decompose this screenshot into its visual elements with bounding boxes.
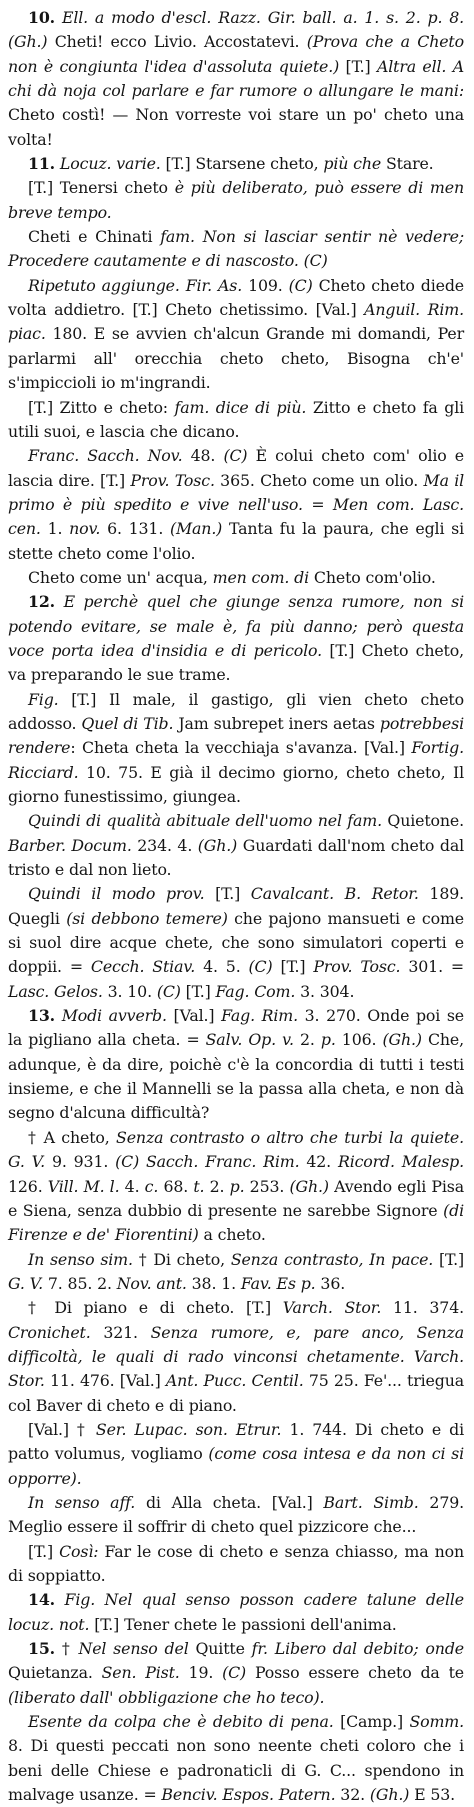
text-run: 2. (204, 1176, 230, 1196)
text-run: 36. (315, 1273, 346, 1293)
text-run: (C) (222, 1663, 247, 1683)
text-run: 6. 131. (100, 519, 170, 539)
text-run: 19. (179, 1663, 223, 1683)
text-run: Men com. Lasc. cen. (8, 494, 464, 539)
text-run: fam. Non si lasciar sentir nè vedere; Procedere cautamente e di nascosto. (C) (8, 227, 465, 271)
text-run: 106. (335, 1030, 383, 1050)
text-run: Franc. Sacch. Nov. (28, 446, 183, 466)
text-run: [T.] (272, 957, 314, 977)
text-run: è più deliberato, può essere di men breve tempo. (8, 178, 464, 222)
sense-number: 10. (28, 8, 56, 27)
text-run: : Cheta cheta la vecchiaja s'avanza. [Val.] (70, 738, 412, 758)
text-run: Stare. (381, 154, 434, 174)
text-run: 279. Meglio essere il soffrir di cheto quel pizzicore che... (8, 1492, 464, 1537)
text-run: Nov. ant. (116, 1273, 187, 1293)
text-run: t. (193, 1176, 205, 1196)
text-run: In senso sim. (28, 1249, 133, 1269)
text-run: (Gh.) (369, 1785, 410, 1805)
text-run: Ant. Pucc. Centil. (165, 1371, 304, 1391)
text-run: [T.] Tener chete le passioni dell'anima. (89, 1614, 397, 1634)
text-run: (C) Sacch. Franc. Rim. (115, 1152, 300, 1172)
text-run: Ricord. Malesp. (337, 1152, 464, 1172)
text-run: 365. Cheto come un olio. (214, 470, 424, 490)
text-run: [T.] Tenersi cheto (28, 178, 175, 198)
text-run: Tanta fu la paura, che egli si stette cheto come l'olio. (8, 519, 465, 563)
entry-paragraph (8, 176, 464, 225)
text-run: Varch. Stor. (282, 1298, 382, 1318)
text-run: In senso aff. (28, 1492, 136, 1512)
entry-paragraph (8, 590, 464, 687)
text-run: Nel senso del (78, 1639, 189, 1659)
text-run: 3. 10. (102, 981, 157, 1001)
text-run: E 53. (409, 1785, 456, 1805)
sense-number: 12. (28, 592, 56, 612)
entry-paragraph (8, 225, 464, 274)
text-run: 11. 476. [Val.] (44, 1371, 166, 1391)
sense-number: 14. (28, 1590, 56, 1610)
sense-number: 11. (28, 154, 56, 174)
text-run: [Val.] † (28, 1419, 96, 1439)
text-run: Fav. Es p. (240, 1273, 316, 1293)
text-run: Quindi di qualità abituale dell'uomo nel fam. (28, 811, 382, 831)
text-run: Salv. Op. v. (205, 1030, 294, 1050)
text-run: Cheto come un' acqua, (28, 567, 213, 587)
text-run: 234. 4. (131, 835, 198, 855)
text-run: a cheto. (198, 1225, 266, 1245)
text-run: (Gh.) (382, 1030, 422, 1050)
text-run: (Gh.) (197, 835, 238, 855)
text-run: 32. (335, 1785, 370, 1805)
entry-paragraph (8, 1248, 464, 1297)
text-run: Così: (59, 1541, 99, 1561)
text-run: Senza contrasto o altro che turbi la quiete. G. V. (8, 1127, 464, 1172)
text-run: = (302, 494, 333, 514)
text-run: 38. 1. (186, 1273, 241, 1293)
text-run: 75 25. Fe'... triegua col Baver di cheto e di piano. (8, 1371, 464, 1415)
text-run: Ser. Lupac. son. Etrur. (95, 1419, 282, 1439)
text-run: Cheto com'olio. (309, 567, 436, 587)
text-run: † Di piano e di cheto. [T.] (28, 1298, 283, 1318)
text-run: † (55, 1639, 79, 1659)
text-run: Senza contrasto, In pace. (230, 1249, 434, 1269)
text-run: 301. = (400, 957, 464, 977)
text-run: di Alla cheta. [Val.] (135, 1492, 324, 1512)
text-run: Cheto cheto diede volta addietro. [T.] Cheto chetissimo. [Val.] (8, 275, 464, 320)
entry-paragraph (8, 566, 464, 590)
sense-number: 13. (28, 1006, 56, 1026)
text-run: Prov. Tosc. (313, 957, 401, 977)
text-run: Cecch. Stiav. (90, 957, 196, 977)
text-run: Benciv. Espos. Patern. (161, 1785, 336, 1805)
text-run: (Man.) (169, 519, 223, 539)
text-run: Posso essere cheto da te (246, 1663, 464, 1683)
text-run: Ell. a modo d'escl. Razz. Gir. ball. a. 1. s. 2. p. 8. (Gh.) (8, 8, 464, 52)
text-run: [T.] Zitto e cheto: (28, 397, 175, 417)
text-run: 180. E se avvien ch'alcun Grande mi domandi, Per parlarmi all' orecchia cheto cheto, Bisogna ch'e' s'impiccioli io m'ingrandi. (8, 324, 464, 393)
text-run: 8. Di questi peccati non sono neente cheti coloro che i beni delle Chiese e padronaticli di G. C... spendono in malvage usanze. = (8, 1736, 464, 1805)
text-run: 253. (244, 1176, 290, 1196)
text-run: Anguil. Rim. piac. (8, 300, 464, 344)
text-run: Modi avverb. (55, 1006, 167, 1026)
entry-paragraph (8, 6, 464, 152)
text-run: [T.] (180, 981, 216, 1001)
text-run: Prov. Tosc. (130, 470, 215, 490)
text-run: (C) (288, 275, 313, 295)
entry-paragraph (8, 1710, 464, 1807)
text-run: 109. (242, 275, 289, 295)
text-run: Quietanza. (8, 1663, 102, 1683)
text-run: Esente da colpa che è debito di pena. (28, 1712, 334, 1732)
entry-paragraph (8, 1540, 464, 1589)
text-run: † A cheto, (28, 1127, 117, 1147)
text-run: Ripetuto aggiunge. Fir. As. (28, 275, 243, 295)
text-run: Fig. (28, 689, 59, 709)
entry-paragraph (8, 809, 464, 882)
text-run: Lasc. Gelos. (8, 981, 103, 1001)
text-run: 4. (119, 1176, 145, 1196)
text-run: 3. 304. (295, 981, 355, 1001)
text-run: Sen. Pist. (101, 1663, 180, 1683)
text-run: fam. dice di più. (174, 397, 307, 417)
text-run: 321. (90, 1322, 151, 1342)
text-run: [T.] Il male, il gastigo, gli vien cheto cheto addosso. (8, 689, 464, 733)
text-run: Cheti e Chinati (28, 227, 161, 247)
text-run: Quindi il modo prov. (28, 884, 205, 904)
text-run: 42. (299, 1152, 338, 1172)
text-run: 2. (293, 1030, 321, 1050)
text-run: (di Firenze e de' Fiorentini) (8, 1200, 464, 1245)
text-run: 68. (158, 1176, 194, 1196)
entry-paragraph (8, 152, 464, 176)
text-run: 1. 744. Di cheto e di patto volumus, vogliamo (8, 1419, 464, 1464)
text-run: Fig. Nel qual senso posson cadere talune delle locuz. not. (8, 1590, 464, 1634)
entry-paragraph (8, 274, 464, 396)
text-run: 7. 85. 2. (43, 1273, 117, 1293)
text-run: Quitte (188, 1639, 252, 1659)
text-run: [Camp.] (333, 1712, 410, 1732)
text-run: Che, adunque, è da dire, poichè c'è la concordia di tutti i testi insieme, e che il Mannelli se la passa alla cheta, e non dà segno d'alcuna difficultà? (8, 1030, 465, 1123)
text-run: Avendo egli Pisa e Siena, senza dubbio di presente ne sarebbe Signore (8, 1176, 465, 1220)
text-run: [T.] (204, 884, 251, 904)
text-run: Bart. Simb. (323, 1492, 419, 1512)
text-run: † Di cheto, (132, 1249, 231, 1269)
text-run: Locuz. varie. (55, 154, 161, 174)
text-run: (C) (156, 981, 181, 1001)
entry-paragraph (8, 1418, 464, 1491)
entry-paragraph (8, 444, 464, 566)
entry-paragraph (8, 396, 464, 445)
text-run: [T.] (28, 1541, 60, 1561)
text-run: G. V. (8, 1273, 44, 1293)
text-run: men com. di (212, 567, 310, 587)
text-run: nov. (69, 519, 101, 539)
text-run: 9. 931. (45, 1152, 116, 1172)
text-run: Far le cose di cheto e senza chiasso, ma non di soppiatto. (8, 1541, 464, 1585)
text-run: 10. 75. E già il decimo giorno, cheto cheto, Il giorno funestissimo, giungea. (8, 762, 464, 806)
text-run: 126. (8, 1176, 48, 1196)
text-run: Cheto costì! — Non vorreste voi stare un po' cheto una volta! (8, 105, 464, 149)
text-run: Quietone. (381, 811, 464, 831)
text-run: Cheti! ecco Livio. Accostatevi. (47, 32, 307, 52)
text-run: p. (229, 1176, 245, 1196)
text-run: [Val.] (166, 1006, 222, 1026)
entry-paragraph (8, 688, 464, 810)
text-run: Zitto e cheto fa gli utili suoi, e lascia che dicano. (8, 397, 465, 441)
text-run: Ma il primo è più spedito e vive nell'uso. (8, 470, 465, 514)
text-run: [T.] Cheto cheto, va preparando le sue trame. (8, 640, 464, 685)
text-run: c. (144, 1176, 159, 1196)
text-run: Somm. (409, 1712, 464, 1732)
text-run: 1. (40, 519, 70, 539)
text-run: 189. Quegli (8, 884, 464, 928)
text-run: (C) (248, 957, 273, 977)
text-run: Fag. Com. (215, 981, 296, 1001)
text-run: [T.] (433, 1249, 464, 1269)
text-run: (C) (223, 446, 248, 466)
text-run: più che (323, 154, 382, 174)
text-run: E perchè quel che giunge senza rumore, non si potendo evitare, se male è, fa più danno; però questa voce porta idea d'insidia e di pericolo. (8, 592, 464, 660)
text-run: [T.] Starsene cheto, (160, 154, 324, 174)
entry-paragraph (8, 1004, 464, 1126)
text-run: fr. Libero dal debito; onde (251, 1639, 464, 1659)
text-run: Guardati dall'nom cheto dal tristo e dal non lieto. (8, 835, 464, 880)
text-run: Fag. Rim. (221, 1006, 298, 1026)
text-run: [T.] (339, 56, 377, 76)
text-run: Altra ell. A chi dà noja col parlare e far rumore o allungare le mani: (8, 56, 464, 101)
text-run: Fortig. Ricciard. (8, 738, 464, 782)
entry-paragraph (8, 1637, 464, 1710)
text-run: Vill. M. l. (47, 1176, 120, 1196)
text-run: Cavalcant. B. Retor. (250, 884, 419, 904)
text-run: p. (320, 1030, 336, 1050)
entry-paragraph (8, 1491, 464, 1540)
text-run: 4. 5. (195, 957, 249, 977)
text-run: che pajono mansueti e come si suol dire acque chete, che sono simulatori coperti e doppii. = (8, 908, 465, 977)
text-run: (Gh.) (289, 1176, 329, 1196)
text-run: (si debbono temere) (66, 908, 228, 928)
text-run: (liberato dall' obbligazione che ho teco). (8, 1687, 325, 1707)
entry-paragraph (8, 1296, 464, 1418)
text-run: 48. (182, 446, 224, 466)
text-run: (come cosa intesa e da non ci si opporre). (8, 1444, 465, 1488)
text-run: Barber. Docum. (8, 835, 132, 855)
entry-paragraph (8, 1588, 464, 1637)
entry-paragraph (8, 1126, 464, 1248)
text-run: 3. 270. Onde poi se la pigliano alla cheta. = (8, 1006, 465, 1050)
entry-paragraph (8, 882, 464, 1004)
text-run: Jam subrepet iners aetas (173, 713, 380, 733)
text-run: È colui cheto com' olio e lascia dire. [T.] (8, 446, 464, 490)
text-run: Senza rumore, e, pare anco, Senza difficoltà, le quali di rado vinconsi chetamente. Varch. Stor. (8, 1322, 464, 1391)
text-run: 11. 374. (381, 1298, 464, 1318)
text-run: Cronichet. (8, 1322, 91, 1342)
sense-number: 15. (28, 1639, 56, 1659)
text-run: Quel di Tib. (81, 713, 174, 733)
text-run: potrebbesi rendere (8, 713, 464, 758)
text-run: (Prova che a Cheto non è congiunta l'idea d'assoluta quiete.) (8, 32, 464, 76)
